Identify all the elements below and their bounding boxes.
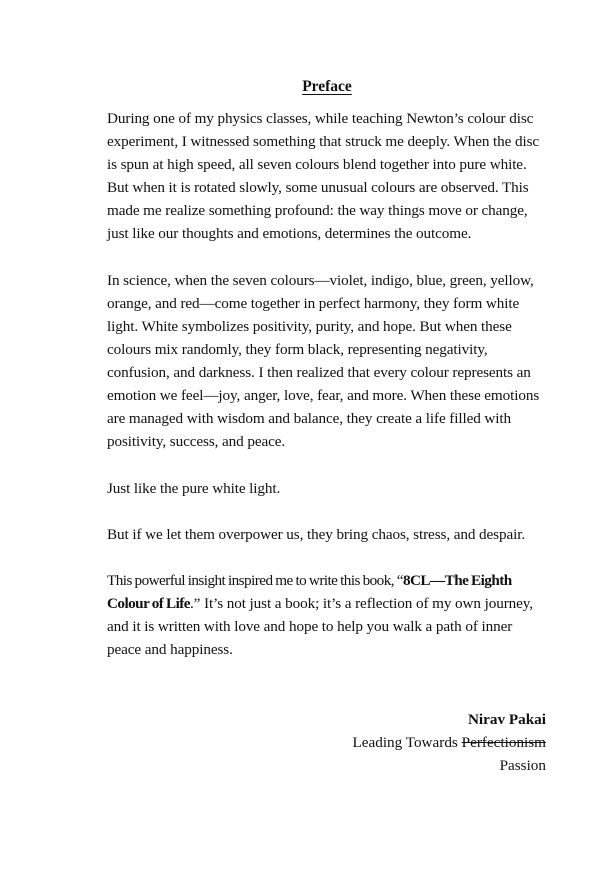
book-title: 8CL—The Eighth Colour of Life [107,572,512,612]
page-title: Preface [302,78,352,95]
author-name: Nirav Pakai [467,711,546,728]
paragraph-seven-colours: In science, when the seven colours—violet, indigo, blue, green, yellow, orange, and red—come together in perfect harmony, they form white light. White symbolizes positivity, purity, and hope. But when these colours mix randomly, they form black, representing negativity, confusion, and darkness. I then realized that every colour represents an emotion we feel—joy, anger, love, fear, and more. When these emotions are managed with wisdom and balance, they create a life filled with positivity, success, and peace. [107,272,540,450]
tagline-struck-word: Perfectionism [461,734,546,751]
paragraph-overpower: But if we let them overpower us, they bring chaos, stress, and despair. [107,526,526,543]
signature-block [352,708,546,777]
tagline-prefix: Leading Towards [352,734,462,751]
paragraph-prefix: This powerful insight inspired me to write this book, “ [107,572,403,589]
paragraph-suffix: .” It’s not just a book; it’s a reflection of my own journey, and it is written with love and hope to help you walk a path of inner peace and happiness. [107,595,533,658]
paragraph-newton-disc: During one of my physics classes, while teaching Newton’s colour disc experiment, I witnessed something that struck me deeply. When the disc is spun at high speed, all seven colours blend together into pure white. But when it is rotated slowly, some unusual colours are observed. This made me realize something profound: the way things move or change, just like our thoughts and emotions, determines the outcome. [107,110,540,242]
paragraph-book-inspiration [107,569,549,661]
paragraph-white-light: Just like the pure white light. [107,480,281,497]
author-tagline [352,731,546,754]
tagline-last-word: Passion [499,757,546,774]
